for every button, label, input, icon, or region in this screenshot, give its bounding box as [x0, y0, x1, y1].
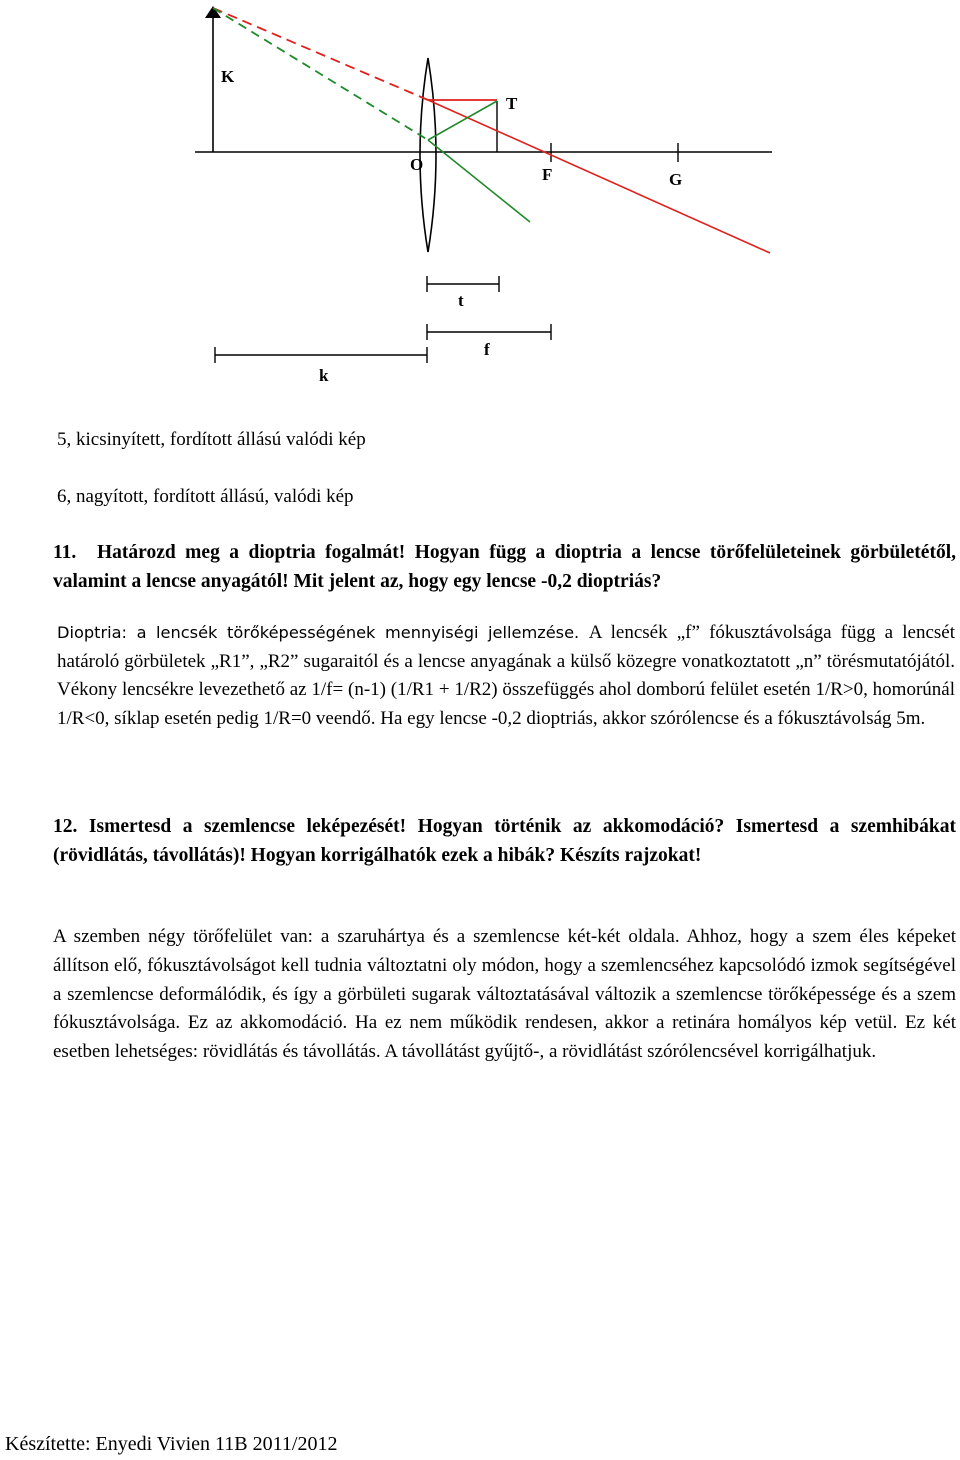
red-ray-refracted — [428, 100, 770, 253]
lens-ray-diagram — [0, 0, 960, 400]
red-ray-incoming — [213, 8, 428, 100]
label-k-lower: k — [319, 366, 329, 385]
question-11-text: Határozd meg a dioptria fogalmát! Hogyan függ a dioptria a lencse törőfelületeinek görbületétől, valamint a lencse anyagától! Mit jelent az, hogy egy lencse -0,2 dioptriás? — [53, 542, 956, 592]
answer-11-formula-text: Vékony lencsékre levezethető az 1/f= (n-1) (1/R1 + 1/R2) összefüggés ahol domború felület esetén 1/R>0, homorúnál 1/R<0, síklap esetén pedig 1/R=0 veendő. Ha egy lencse -0,2 dioptriás, akkor szórólencse és a fókusztávolság 5m. — [57, 679, 955, 729]
list-item-6: 6, nagyított, fordított állású, valódi kép — [57, 486, 354, 507]
answer-12-paragraph: A szemben négy törőfelület van: a szaruhártya és a szemlencse két-két oldala. Ahhoz, hogy a szem éles képeket állítson elő, fókusztávolságot kell tudnia változtatni oly módon, hogy a szemlencséhez kapcsolódó izmok segítségével a szemlencse deformálódik, és így a görbületi sugarak változtatásával változik a szemlencse törőképessége és a szem fókusztávolsága. Ez az akkomodáció. Ha ez nem működik rendesen, akkor a retinára homályos kép vetül. Ez két esetben lehetséges: rövidlátás és távollátás. A távollátást gyűjtő-, a rövidlátást szórólencsével korrigálhatjuk. — [53, 926, 956, 1063]
list-item-5: 5, kicsinyített, fordított állású valódi kép — [57, 429, 366, 450]
label-f-lower: f — [484, 340, 490, 359]
label-t-upper: T — [506, 94, 518, 113]
question-11-heading — [53, 538, 956, 596]
label-k-upper: K — [221, 67, 235, 86]
answer-11-focal-text: A lencsék „f” fókusztávolsága függ a lencsét határoló görbületek „R1”, „R2” sugaraitól és a lencse anyagának a külső közegre vonatkoztatott „n” törésmutatójától. — [57, 622, 955, 672]
answer-11-definition: Dioptria: a lencsék törőképességének mennyiségi jellemzése. — [57, 623, 580, 642]
label-o: O — [410, 155, 424, 174]
label-t-lower: t — [458, 291, 464, 310]
question-12-heading: 12. Ismertesd a szemlencse leképezését! Hogyan történik az akkomodáció? Ismertesd a szemhibákat (rövidlátás, távollátás)! Hogyan korrigálhatók ezek a hibák? Készíts rajzokat! — [53, 816, 956, 866]
green-ray-outgoing — [428, 101, 497, 140]
green-ray-incoming — [213, 8, 428, 140]
question-11-number: 11. — [53, 542, 77, 563]
label-f-upper: F — [542, 165, 553, 184]
answer-11-paragraph — [57, 619, 955, 733]
footer-author: Készítette: Enyedi Vivien 11B 2011/2012 — [5, 1433, 338, 1455]
label-g: G — [669, 170, 683, 189]
